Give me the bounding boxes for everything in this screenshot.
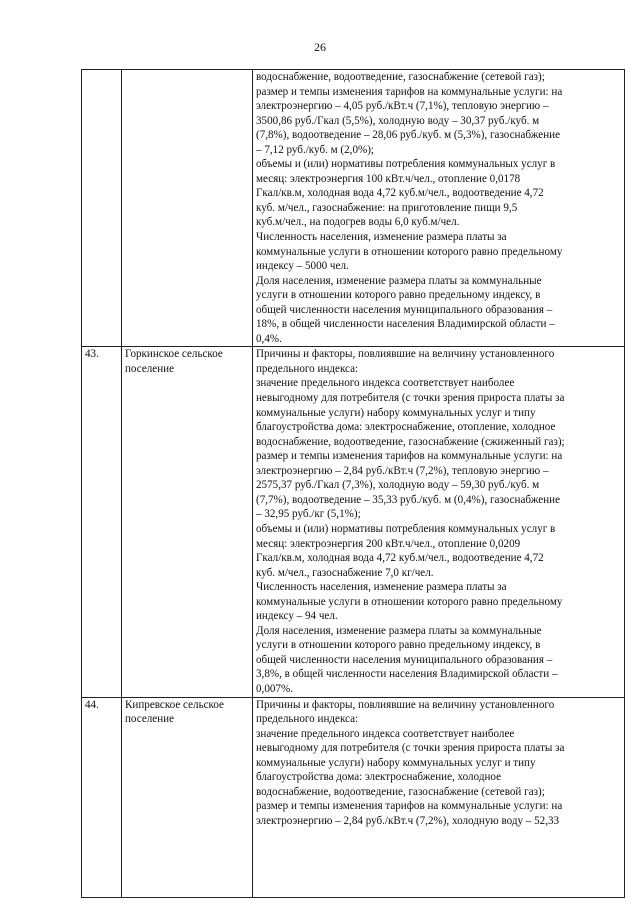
- description-line: Гкал/кв.м, холодная вода 4,72 куб.м/чел., водоотведение 4,72: [256, 552, 544, 565]
- description-line: водоснабжение, водоотведение, газоснабжение (сетевой газ);: [256, 71, 545, 83]
- description-line: индексу – 94 чел.: [256, 610, 338, 623]
- description-line: коммунальные услуги в отношении которого равно предельному: [256, 595, 563, 608]
- description-line: Доля населения, изменение размера платы за коммунальные: [256, 624, 542, 637]
- description-line: значение предельного индекса соответствует наиболее: [256, 377, 515, 390]
- description-line: Гкал/кв.м, холодная вода 4,72 куб.м/чел., водоотведение 4,72: [256, 187, 544, 200]
- description-line: размер и темпы изменения тарифов на коммунальные услуги: на: [256, 450, 563, 463]
- description-line: значение предельного индекса соответствует наиболее: [256, 727, 515, 740]
- description-line: размер и темпы изменения тарифов на коммунальные услуги: на: [256, 85, 563, 98]
- description-line: (7,8%), водоотведение – 28,06 руб./куб. м (5,3%), газоснабжение: [256, 129, 560, 142]
- description-line: Доля населения, изменение размера платы за коммунальные: [256, 274, 542, 287]
- description-line: 0,4%.: [256, 332, 282, 345]
- description-cell: [253, 347, 625, 697]
- description-line: Численность населения, изменение размера платы за: [256, 231, 507, 244]
- description-cell: [253, 697, 625, 897]
- description-line: услуги в отношении которого равно предельному индексу, в: [256, 289, 541, 302]
- description-line: 3500,86 руб./Гкал (5,5%), холодную воду – 30,37 руб./куб. м: [256, 114, 540, 127]
- description-line: водоснабжение, водоотведение, газоснабжение (сетевой газ);: [256, 785, 545, 798]
- table-row: [82, 347, 625, 697]
- description-line: размер и темпы изменения тарифов на коммунальные услуги: на: [256, 800, 563, 813]
- description-line: (7,7%), водоотведение – 35,33 руб./куб. м (0,4%), газоснабжение: [256, 493, 560, 506]
- description-line: Численность населения, изменение размера платы за: [256, 581, 507, 594]
- description-line: месяц: электроэнергия 100 кВт.ч/чел., отопление 0,0178: [256, 172, 521, 185]
- description-line: благоустройства дома: электроснабжение, отопление, холодное: [256, 421, 556, 434]
- description-line: Причины и факторы, повлиявшие на величину установленного: [256, 698, 555, 711]
- description-line: электроэнергию – 4,05 руб./кВт.ч (7,1%), тепловую энергию –: [256, 100, 549, 113]
- description-line: предельного индекса:: [256, 713, 359, 726]
- municipality-name: Горкинское сельское поселение: [122, 347, 253, 697]
- description-line: 0,007%.: [256, 682, 293, 695]
- description-line: объемы и (или) нормативы потребления коммунальных услуг в: [256, 522, 556, 535]
- description-line: невыгодному для потребителя (с точки зрения прироста платы за: [256, 742, 565, 755]
- tariff-table: [81, 69, 625, 898]
- description-line: куб.м/чел., на подогрев воды 6,0 куб.м/чел.: [256, 216, 460, 229]
- description-cell: [253, 70, 625, 347]
- description-line: куб. м/чел., газоснабжение: на приготовление пищи 9,5: [256, 201, 518, 214]
- description-line: 3,8%, в общей численности населения Владимирской области –: [256, 668, 558, 681]
- description-line: услуги в отношении которого равно предельному индексу, в: [256, 639, 541, 652]
- description-line: коммунальные услуги) набору коммунальных услуг и типу: [256, 406, 536, 419]
- description-line: электроэнергию – 2,84 руб./кВт.ч (7,2%), тепловую энергию –: [256, 464, 549, 477]
- description-line: общей численности населения муниципального образования –: [256, 653, 553, 666]
- description-line: куб. м/чел., газоснабжение 7,0 кг/чел.: [256, 566, 434, 579]
- table-row: [82, 697, 625, 897]
- table-row: [82, 70, 625, 347]
- description-line: индексу – 5000 чел.: [256, 260, 349, 273]
- row-number: [82, 70, 122, 347]
- page-number: 26: [314, 40, 326, 54]
- municipality-name: Кипревское сельское поселение: [122, 697, 253, 897]
- description-line: – 32,95 руб./кг (5,1%);: [256, 508, 361, 521]
- description-line: месяц: электроэнергия 200 кВт.ч/чел., отопление 0,0209: [256, 537, 521, 550]
- municipality-name: [122, 70, 253, 347]
- description-line: – 7,12 руб./куб. м (2,0%);: [256, 143, 375, 156]
- description-line: водоснабжение, водоотведение, газоснабжение (сжиженный газ);: [256, 435, 565, 448]
- description-line: благоустройства дома: электроснабжение, холодное: [256, 771, 502, 784]
- description-line: Причины и факторы, повлиявшие на величину установленного: [256, 348, 555, 361]
- description-line: коммунальные услуги в отношении которого равно предельному: [256, 245, 563, 258]
- description-line: невыгодному для потребителя (с точки зрения прироста платы за: [256, 392, 565, 405]
- tariff-table-body: [82, 70, 625, 898]
- description-line: электроэнергию – 2,84 руб./кВт.ч (7,2%), холодную воду – 52,33: [256, 814, 560, 827]
- description-line: коммунальные услуги) набору коммунальных услуг и типу: [256, 756, 536, 769]
- row-number: 44.: [82, 697, 122, 897]
- description-line: 2575,37 руб./Гкал (7,3%), холодную воду – 59,30 руб./куб. м: [256, 479, 540, 492]
- row-number: 43.: [82, 347, 122, 697]
- description-line: общей численности населения муниципального образования –: [256, 303, 553, 316]
- description-line: объемы и (или) нормативы потребления коммунальных услуг в: [256, 158, 556, 171]
- description-line: предельного индекса:: [256, 362, 359, 375]
- description-line: 18%, в общей численности населения Владимирской области –: [256, 318, 555, 331]
